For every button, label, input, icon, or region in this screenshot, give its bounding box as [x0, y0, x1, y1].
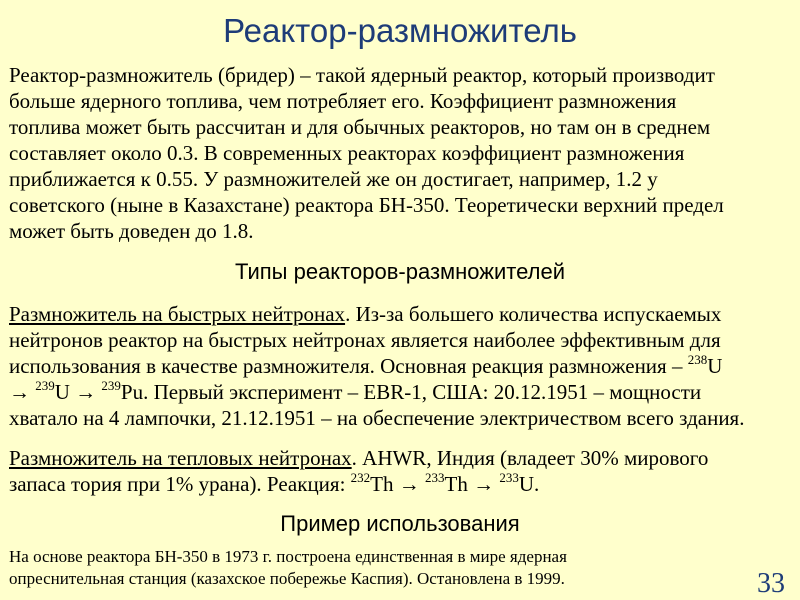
fast-line-text: использования в качестве размножителя. Основная реакция размножения –: [9, 354, 688, 378]
intro-line: больше ядерного топлива, чем потребляет его. Коэффициент размножения: [9, 89, 677, 113]
pu239-text: Pu. Первый эксперимент – EBR-1, США: 20.12.1951 – мощности: [120, 380, 702, 404]
u233-mass-number: 233: [499, 470, 519, 485]
th233-mass-number: 233: [425, 470, 445, 485]
thermal-line: [9, 471, 795, 497]
intro-line: советского (ныне в Казахстане) реактора БН-350. Теоретически верхний предел: [9, 193, 724, 217]
thermal-line-rest: . AHWR, Индия (владеет 30% мирового: [351, 446, 709, 470]
intro-line: составляет около 0.3. В современных реакторах коэффициент размножения: [9, 141, 685, 165]
thermal-line: [9, 445, 795, 471]
u238-mass-number: 238: [687, 352, 708, 367]
pu239-mass-number: 239: [101, 378, 121, 393]
u239-mass-number: 239: [35, 378, 55, 393]
thermal-breeder-paragraph: [9, 445, 795, 497]
fast-line: [9, 379, 795, 405]
intro-line: может быть доведен до 1.8.: [9, 219, 254, 243]
intro-paragraph: [9, 62, 795, 244]
arrow: →: [9, 380, 36, 404]
th232-mass-number: 232: [350, 470, 371, 485]
types-heading: Типы реакторов-размножителей: [235, 259, 565, 284]
th233-symbol: Th →: [444, 472, 500, 496]
fast-line-rest: . Из-за большего количества испускаемых: [345, 302, 722, 326]
fast-breeder-term: Размножитель на быстрых нейтронах: [9, 302, 346, 326]
fast-line: нейтронов реактор на быстрых нейтронах является наиболее эффективным для: [9, 328, 721, 352]
fast-line: хватало на 4 лампочки, 21.12.1951 – на обеспечение электричеством всего здания.: [9, 406, 745, 430]
u233-symbol: U.: [518, 472, 540, 496]
slide-title: Реактор-размножитель: [223, 12, 577, 49]
intro-line: топлива может быть рассчитан и для обычных реакторов, но там он в среднем: [9, 115, 711, 139]
thermal-breeder-term: Размножитель на тепловых нейтронах: [9, 446, 352, 470]
example-line: На основе реактора БН-350 в 1973 г. построена единственная в мире ядерная: [9, 547, 567, 566]
fast-line: [9, 301, 795, 327]
u239-symbol: U →: [54, 380, 102, 404]
fast-breeder-paragraph: [9, 301, 795, 431]
thermal-line-text: запаса тория при 1% урана). Реакция:: [9, 472, 351, 496]
intro-line: Реактор-размножитель (бридер) – такой ядерный реактор, который производит: [9, 63, 715, 87]
example-heading: Пример использования: [280, 511, 520, 536]
fast-line: [9, 353, 795, 379]
intro-line: приближается к 0.55. У размножителей же он достигает, например, 1.2 у: [9, 167, 658, 191]
example-paragraph: [9, 546, 709, 590]
example-line: опреснительная станция (казахское побережье Каспия). Остановлена в 1999.: [9, 569, 565, 588]
th232-symbol: Th →: [370, 472, 425, 496]
slide-number: 33: [757, 568, 785, 599]
u238-symbol: U: [707, 354, 723, 378]
